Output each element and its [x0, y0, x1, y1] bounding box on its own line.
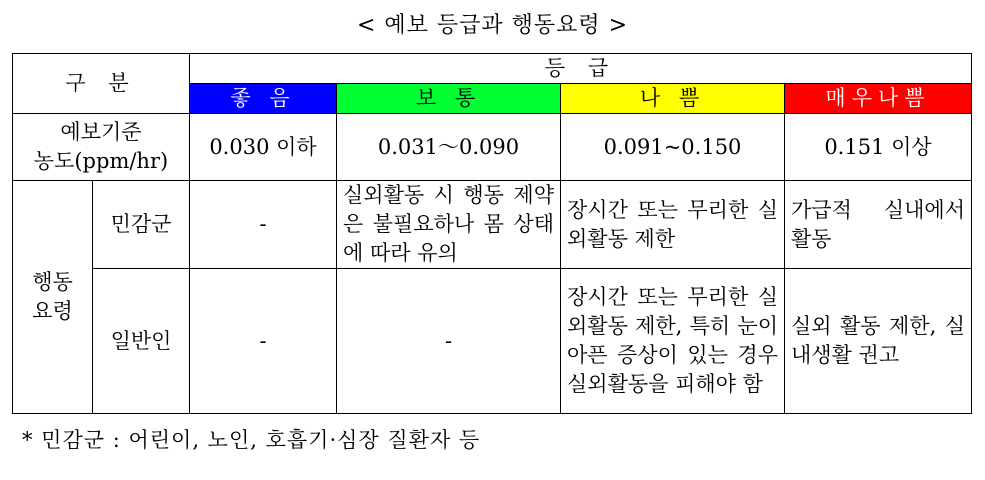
general-cell-good: - — [190, 269, 337, 414]
sensitive-cell-bad: 장시간 또는 무리한 실외활동 제한 — [561, 181, 785, 269]
page-title: < 예보 등급과 행동요령 > — [356, 13, 629, 38]
category-header: 구 분 — [13, 54, 190, 114]
general-cell-normal: - — [337, 269, 561, 414]
sensitive-cell-good: - — [190, 181, 337, 269]
sensitive-label: 민감군 — [93, 181, 190, 269]
grade-bad: 나 쁨 — [561, 84, 785, 114]
footnote: * 민감군 : 어린이, 노인, 호흡기·심장 질환자 등 — [22, 428, 481, 452]
forecast-value-bad: 0.091~0.150 — [561, 114, 785, 181]
grade-table — [12, 53, 972, 414]
forecast-label-line1: 예보기준 — [60, 120, 142, 144]
general-cell-bad: 장시간 또는 무리한 실외활동 제한, 특히 눈이 아픈 증상이 있는 경우 실외활동을 피해야 함 — [561, 269, 785, 414]
forecast-value-normal: 0.031～0.090 — [337, 114, 561, 181]
sensitive-cell-normal: 실외활동 시 행동 제약은 불필요하나 몸 상태에 따라 유의 — [337, 181, 561, 269]
sensitive-cell-very-bad: 가급적 실내에서 활동 — [785, 181, 972, 269]
grade-header: 등 급 — [190, 54, 972, 84]
action-label: 행동 요령 — [13, 181, 93, 414]
forecast-label-line2: 농도(ppm/hr) — [33, 149, 169, 173]
grade-normal: 보 통 — [337, 84, 561, 114]
forecast-value-very-bad: 0.151 이상 — [785, 114, 972, 181]
forecast-label — [13, 114, 190, 181]
general-label: 일반인 — [93, 269, 190, 414]
grade-good: 좋 음 — [190, 84, 337, 114]
forecast-value-good: 0.030 이하 — [190, 114, 337, 181]
grade-very-bad: 매우나쁨 — [785, 84, 972, 114]
general-cell-very-bad: 실외 활동 제한, 실내생활 권고 — [785, 269, 972, 414]
